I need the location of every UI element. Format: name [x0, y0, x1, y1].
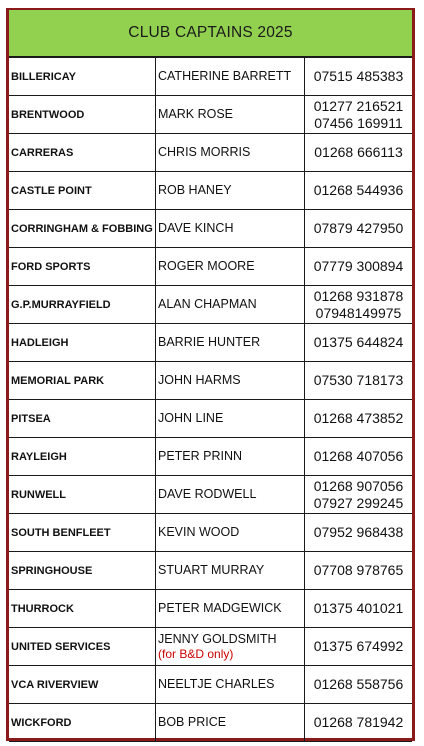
club-name-cell: CASTLE POINT — [9, 172, 156, 210]
phone-cell — [305, 704, 413, 742]
phone-cell — [305, 286, 413, 324]
captain-name-cell — [156, 172, 305, 210]
phone-number: 01268 666113 — [314, 144, 403, 160]
captain-name: CATHERINE BARRETT — [158, 69, 292, 83]
phone-cell — [305, 210, 413, 248]
captain-name: ROB HANEY — [158, 183, 232, 197]
captains-table-frame — [6, 8, 415, 741]
captain-name-cell — [156, 134, 305, 172]
captain-name-cell — [156, 58, 305, 96]
captain-name-cell — [156, 210, 305, 248]
table-row — [9, 362, 412, 400]
table-row — [9, 58, 412, 96]
captain-name: DAVE KINCH — [158, 221, 234, 235]
phone-cell — [305, 134, 413, 172]
phone-number: 07952 968438 — [313, 524, 404, 540]
captain-name-cell — [156, 704, 305, 742]
table-row — [9, 134, 412, 172]
phone-number: 01375 644824 — [313, 334, 404, 350]
table-row — [9, 552, 412, 590]
table-title: CLUB CAPTAINS 2025 — [9, 10, 412, 58]
club-name-cell: BRENTWOOD — [9, 96, 156, 134]
phone-number: 07927 299245 — [313, 494, 404, 511]
captain-name-cell — [156, 628, 305, 666]
phone-cell — [305, 324, 413, 362]
club-name-cell: THURROCK — [9, 590, 156, 628]
phone-number: 01268 473852 — [313, 410, 404, 426]
club-name-cell: BILLERICAY — [9, 58, 156, 96]
phone-number: 07779 300894 — [313, 258, 404, 274]
captain-name: PETER PRINN — [158, 449, 243, 463]
captain-name: JOHN HARMS — [158, 373, 241, 387]
table-row — [9, 324, 412, 362]
phone-cell — [305, 96, 413, 134]
table-row — [9, 514, 412, 552]
captain-name: CHRIS MORRIS — [158, 145, 251, 159]
captain-note: (for B&D only) — [158, 646, 234, 661]
captain-name-cell — [156, 476, 305, 514]
phone-cell — [305, 514, 413, 552]
captain-name: JENNY GOLDSMITH — [158, 631, 277, 646]
phone-number: 01268 407056 — [313, 448, 404, 464]
club-name-cell: SOUTH BENFLEET — [9, 514, 156, 552]
club-name-cell: WICKFORD — [9, 704, 156, 742]
phone-number: 01277 216521 — [313, 97, 404, 114]
captain-name-cell — [156, 324, 305, 362]
captain-name-cell — [156, 438, 305, 476]
captain-name-cell — [156, 400, 305, 438]
captain-name-cell — [156, 590, 305, 628]
table-row — [9, 96, 412, 134]
club-name-cell: CARRERAS — [9, 134, 156, 172]
table-row — [9, 172, 412, 210]
phone-number: 01268 544936 — [313, 182, 404, 198]
table-row — [9, 286, 412, 324]
table-body — [9, 58, 412, 742]
captain-name-cell — [156, 286, 305, 324]
phone-number: 01268 781942 — [313, 714, 404, 730]
captain-name-cell — [156, 96, 305, 134]
club-name-cell: PITSEA — [9, 400, 156, 438]
phone-number: 07879 427950 — [313, 220, 404, 236]
phone-cell — [305, 362, 413, 400]
phone-cell — [305, 552, 413, 590]
phone-number: 01268 558756 — [313, 676, 404, 692]
phone-cell — [305, 58, 413, 96]
table-row — [9, 704, 412, 742]
captain-name-cell — [156, 552, 305, 590]
club-name-cell: RUNWELL — [9, 476, 156, 514]
club-name-cell: G.P.MURRAYFIELD — [9, 286, 156, 324]
captain-name-cell — [156, 514, 305, 552]
captain-name-cell — [156, 362, 305, 400]
phone-number: 07515 485383 — [313, 68, 404, 84]
captain-name: ROGER MOORE — [158, 259, 255, 273]
captain-name-cell — [156, 666, 305, 704]
phone-number: 07530 718173 — [313, 372, 404, 388]
phone-cell — [305, 438, 413, 476]
phone-number: 07456 169911 — [314, 114, 403, 131]
captain-name: BOB PRICE — [158, 715, 227, 729]
club-name-cell: FORD SPORTS — [9, 248, 156, 286]
captain-name: STUART MURRAY — [158, 563, 265, 577]
phone-cell — [305, 172, 413, 210]
table-row — [9, 438, 412, 476]
club-name-cell: HADLEIGH — [9, 324, 156, 362]
club-name-cell: UNITED SERVICES — [9, 628, 156, 666]
phone-number: 07948149975 — [315, 304, 402, 321]
captain-name: DAVE RODWELL — [158, 487, 257, 501]
phone-number: 01268 907056 — [313, 477, 404, 494]
phone-number: 01268 931878 — [313, 287, 404, 304]
captain-name: KEVIN WOOD — [158, 525, 240, 539]
phone-cell — [305, 248, 413, 286]
phone-number: 07708 978765 — [313, 562, 404, 578]
phone-number: 01375 674992 — [313, 638, 404, 654]
captains-table — [9, 58, 412, 742]
phone-cell — [305, 476, 413, 514]
captain-name: BARRIE HUNTER — [158, 335, 261, 349]
table-row — [9, 210, 412, 248]
phone-number: 01375 401021 — [313, 600, 404, 616]
table-row — [9, 590, 412, 628]
captain-name: MARK ROSE — [158, 107, 234, 121]
phone-cell — [305, 400, 413, 438]
captain-name: ALAN CHAPMAN — [158, 297, 257, 311]
table-row — [9, 628, 412, 666]
phone-cell — [305, 590, 413, 628]
captain-name: NEELTJE CHARLES — [158, 677, 275, 691]
captain-name: PETER MADGEWICK — [158, 601, 282, 615]
table-row — [9, 666, 412, 704]
club-name-cell: CORRINGHAM & FOBBING — [9, 210, 156, 248]
club-name-cell: RAYLEIGH — [9, 438, 156, 476]
table-row — [9, 476, 412, 514]
phone-cell — [305, 666, 413, 704]
captain-name: JOHN LINE — [158, 411, 224, 425]
table-row — [9, 248, 412, 286]
club-name-cell: SPRINGHOUSE — [9, 552, 156, 590]
club-name-cell: MEMORIAL PARK — [9, 362, 156, 400]
table-row — [9, 400, 412, 438]
club-name-cell: VCA RIVERVIEW — [9, 666, 156, 704]
captain-name-cell — [156, 248, 305, 286]
phone-cell — [305, 628, 413, 666]
